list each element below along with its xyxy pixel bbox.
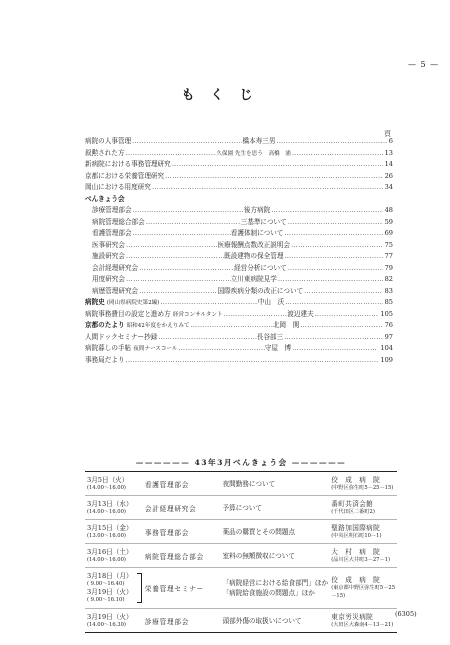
- toc-title: 医事研究会: [92, 240, 125, 249]
- schedule-topic: 室料の無額徴収について: [222, 551, 295, 560]
- schedule-time: (14.00〜16.00): [87, 556, 126, 563]
- toc-leader: [287, 217, 383, 229]
- toc-leader: [132, 205, 244, 217]
- schedule-topic: 薬品の購買とその問題点: [222, 527, 296, 536]
- toc-leader: [283, 332, 382, 344]
- toc-leader: [290, 240, 383, 252]
- schedule-venue: 番町共済会館: [331, 499, 374, 508]
- toc-leader: [138, 263, 234, 275]
- schedule-topic-cell: [223, 551, 332, 561]
- toc-leader: [178, 343, 265, 355]
- toc-subtitle: 経営コンサルタント: [172, 311, 223, 318]
- schedule-table: [85, 471, 397, 633]
- toc-leader: [159, 297, 257, 309]
- toc-entry: [85, 251, 393, 263]
- toc-leader: [132, 228, 231, 240]
- schedule-topic-cell: [223, 479, 332, 489]
- toc-page: 76: [384, 321, 393, 329]
- schedule-date-bracket: [137, 573, 142, 603]
- schedule-date-list: [87, 476, 128, 492]
- toc-leader: [303, 286, 382, 298]
- toc-page: 34: [384, 183, 393, 191]
- table-of-contents: [85, 136, 393, 366]
- toc-page: 14: [384, 160, 393, 168]
- toc-leader: [157, 332, 256, 344]
- schedule-row: [85, 568, 397, 609]
- schedule-time: (14.00〜16.00): [87, 508, 126, 515]
- toc-entry: [85, 332, 393, 344]
- schedule-title: —————— 43年3月べんきょう会 ——————: [135, 458, 347, 467]
- toc-leader: [125, 355, 379, 367]
- toc-entry: [85, 205, 393, 217]
- toc-author: 橋本寿三男: [242, 137, 276, 145]
- toc-title: 叙勲された方: [85, 148, 125, 157]
- schedule-committee: 栄養管理セミナー: [144, 585, 204, 593]
- toc-leader: [131, 136, 242, 148]
- schedule-committee: 事務管理部会: [144, 528, 190, 537]
- schedule-venue: 聖路加国際病院: [331, 523, 381, 532]
- toc-leader: [171, 159, 383, 171]
- schedule-date: 3月15日（金）: [87, 523, 133, 532]
- toc-page: 85: [384, 298, 393, 306]
- schedule-topic: 予算について: [222, 503, 262, 512]
- schedule-title-text: 43年3月べんきょう会: [194, 458, 288, 467]
- toc-page: 75: [384, 240, 393, 249]
- toc-title: 病院事務費目の設定と進め方: [85, 309, 171, 318]
- toc-author: 三基準について: [240, 217, 287, 226]
- toc-author: 医療報酬点数改正説明会: [217, 240, 291, 249]
- toc-leader: [145, 217, 241, 229]
- toc-page: 13: [384, 148, 393, 157]
- toc-title: 人間ドックセミナー抄録: [85, 332, 158, 341]
- toc-page: 105: [380, 309, 393, 318]
- schedule-venue-cell: [331, 524, 397, 540]
- toc-page: 6: [388, 137, 393, 145]
- schedule-date: 3月13日（水）: [87, 499, 133, 508]
- toc-author: 渡辺建夫: [287, 309, 314, 318]
- toc-entry: [85, 343, 393, 355]
- toc-entry: [85, 148, 393, 160]
- schedule-time: ( 9.00〜16.40): [87, 581, 125, 587]
- toc-author: 経営分析について: [234, 263, 287, 272]
- toc-page: 109: [380, 355, 393, 364]
- schedule-committee: 会計経理研究会: [144, 504, 197, 513]
- schedule-time: (13.00〜16.00): [87, 532, 126, 539]
- toc-leader: [190, 320, 273, 332]
- schedule-topic-cell: [223, 616, 332, 626]
- toc-title: 岡山における用度研究: [85, 183, 151, 191]
- toc-title: 京都における栄養管理研究: [85, 171, 165, 180]
- schedule-date: 3月5日（火）: [87, 475, 129, 484]
- toc-page: 48: [384, 206, 393, 214]
- schedule-date-cell: [85, 613, 145, 629]
- schedule-venue-cell: [331, 576, 397, 600]
- toc-title: 新病院における事務管理研究: [85, 160, 171, 168]
- toc-page: 97: [384, 332, 393, 341]
- toc-title: 病歴管理研究会: [92, 286, 139, 295]
- toc-title: 診療管理部会: [92, 206, 132, 214]
- schedule-committee: 病院管理総合部会: [144, 552, 204, 561]
- toc-title: 病院の人事管理: [85, 137, 132, 145]
- schedule-topic-cell: [223, 503, 332, 513]
- schedule-date: 3月18日（月）: [87, 572, 133, 580]
- schedule-venue: 大 村 病 院: [331, 547, 381, 556]
- toc-author: 立川東病院見学: [230, 275, 277, 283]
- schedule-venue: 佼 成 病 院: [331, 576, 381, 584]
- toc-author: 看護体制について: [230, 229, 284, 237]
- schedule-date-group: [87, 476, 145, 492]
- schedule-venue-address: (中央区明石町10－1): [331, 532, 382, 539]
- toc-title: 看護管理部会: [92, 229, 132, 237]
- toc-leader: [283, 251, 382, 263]
- schedule-row: [85, 544, 397, 568]
- toc-author: 後方病院: [243, 206, 271, 214]
- toc-subtitle: 昭和42年度をかえりみて: [126, 323, 190, 329]
- schedule-time: (14.00〜16.30): [87, 621, 126, 628]
- toc-leader: [277, 274, 383, 286]
- toc-title: 病院史: [85, 298, 105, 306]
- schedule-venue: 佼 成 病 院: [331, 475, 381, 484]
- schedule-date: 3月19日（火）: [87, 588, 133, 596]
- toc-entry: [85, 194, 393, 206]
- toc-entry: [85, 171, 393, 183]
- toc-entry: [85, 355, 393, 367]
- toc-entry: [85, 263, 393, 275]
- schedule-date-cell: [85, 500, 145, 516]
- toc-title: 京都のたより: [85, 321, 125, 329]
- schedule-time: ( 9.00〜16.10): [87, 597, 125, 603]
- schedule-date-cell: [85, 572, 145, 604]
- schedule-venue-cell: [331, 548, 397, 564]
- schedule-date-list: [87, 500, 133, 516]
- toc-leader: [291, 343, 378, 355]
- study-schedule: [85, 457, 397, 633]
- toc-leader: [125, 148, 217, 160]
- schedule-topic: 夜間勤務について: [222, 479, 276, 488]
- schedule-date-group: [87, 572, 145, 604]
- page-column-header: 頁: [384, 130, 391, 138]
- schedule-row: [85, 472, 397, 496]
- schedule-topic-cell: [223, 578, 332, 598]
- schedule-date-list: [87, 524, 133, 540]
- schedule-topic: 頭部外傷の取扱いについて: [222, 616, 302, 625]
- schedule-topic-cell: [223, 527, 332, 537]
- toc-leader: [287, 263, 383, 275]
- schedule-row: [85, 496, 397, 520]
- toc-entry: [85, 217, 393, 229]
- toc-entry: [85, 286, 393, 298]
- schedule-venue-address: (品川区大井町3－27－1): [331, 556, 390, 563]
- toc-author: 長谷部三: [256, 332, 284, 341]
- schedule-date: 3月19日（火）: [87, 612, 133, 621]
- toc-title: 病院暮しの手帖: [85, 344, 132, 352]
- toc-entry: [85, 320, 393, 332]
- toc-entry: [85, 240, 393, 252]
- page-title: もくじ: [181, 88, 269, 103]
- schedule-time: (14.00〜16.00): [87, 484, 126, 491]
- schedule-venue-address: (千代田区二番町2): [331, 508, 375, 515]
- toc-page: 79: [384, 263, 393, 272]
- footer-code: (6305): [395, 610, 417, 618]
- toc-title: 施設研究会: [92, 252, 125, 260]
- schedule-date-cell: [85, 548, 145, 564]
- toc-leader: [125, 274, 231, 286]
- toc-page: 77: [384, 252, 393, 260]
- toc-entry: [85, 159, 393, 171]
- toc-title: 病院管理総合部会: [92, 217, 145, 226]
- schedule-row: [85, 520, 397, 544]
- toc-author: 守屋 博: [264, 344, 292, 352]
- toc-leader: [283, 228, 382, 240]
- toc-title: 用度研究会: [92, 275, 125, 283]
- schedule-topic: 「病院給食施設の問題点」ほか: [222, 589, 315, 597]
- toc-author: 国際疾病分類の改正について: [217, 286, 304, 295]
- toc-entry: [85, 228, 393, 240]
- schedule-venue-address: (中野区弥生町5－25－15): [331, 484, 394, 491]
- schedule-committee: 看護管理部会: [144, 480, 190, 489]
- schedule-date-group: [87, 500, 145, 516]
- schedule-committee: 診療管理部会: [144, 617, 190, 626]
- schedule-date-group: [87, 524, 145, 540]
- toc-author: 既設建物の保全管理: [224, 252, 284, 260]
- toc-entry: [85, 297, 393, 309]
- toc-leader: [275, 136, 386, 148]
- toc-leader: [299, 320, 382, 332]
- schedule-date-cell: [85, 476, 145, 492]
- toc-page: 69: [384, 229, 393, 237]
- toc-author: 中山 沃: [257, 298, 285, 306]
- toc-leader: [164, 171, 382, 183]
- toc-page: 104: [380, 344, 393, 352]
- toc-entry: [85, 182, 393, 194]
- toc-leader: [284, 297, 382, 309]
- toc-title: 会計経理研究会: [92, 263, 139, 272]
- page-number: — 5 —: [408, 60, 440, 69]
- schedule-venue-address: (大田区大森南4－13－21): [331, 621, 394, 628]
- schedule-date-list: [87, 613, 133, 629]
- toc-page: 26: [384, 171, 393, 180]
- toc-leader: [151, 182, 383, 194]
- schedule-date-group: [87, 613, 145, 629]
- schedule-venue-cell: [331, 500, 397, 516]
- toc-author: 久保園 先生を思う 高橋 浦: [216, 150, 291, 157]
- toc-page: 82: [384, 275, 393, 283]
- toc-leader: [291, 148, 383, 160]
- schedule-date-cell: [85, 524, 145, 540]
- schedule-topic: 「病院経営における給食部門」ほか: [222, 579, 329, 587]
- toc-leader: [223, 309, 288, 321]
- toc-title: 事務局だより: [85, 355, 125, 364]
- toc-page: 59: [384, 217, 393, 226]
- schedule-venue-cell: [331, 613, 397, 629]
- toc-title: べんきょう会: [85, 194, 125, 203]
- toc-leader: [270, 205, 382, 217]
- schedule-row: [85, 609, 397, 632]
- toc-page: 83: [384, 286, 393, 295]
- toc-entry: [85, 309, 393, 321]
- schedule-date: 3月16日（土）: [87, 547, 133, 556]
- schedule-date-list: [87, 572, 133, 604]
- toc-subtitle: (岡山県病院史第2編): [106, 300, 160, 306]
- schedule-venue: 東京労災病院: [331, 612, 374, 621]
- toc-leader: [314, 309, 379, 321]
- schedule-venue-cell: [331, 476, 397, 492]
- toc-leader: [138, 286, 217, 298]
- schedule-date-group: [87, 548, 145, 564]
- toc-leader: [125, 251, 224, 263]
- schedule-date-list: [87, 548, 133, 564]
- toc-entry: [85, 274, 393, 286]
- toc-subtitle: 夜間ナースコール: [133, 346, 178, 352]
- toc-entry: [85, 136, 393, 148]
- schedule-venue-address: (東京都中野区弥生町5－25－15): [331, 585, 396, 599]
- toc-author: 北岡 関: [272, 321, 300, 329]
- toc-leader: [125, 240, 218, 252]
